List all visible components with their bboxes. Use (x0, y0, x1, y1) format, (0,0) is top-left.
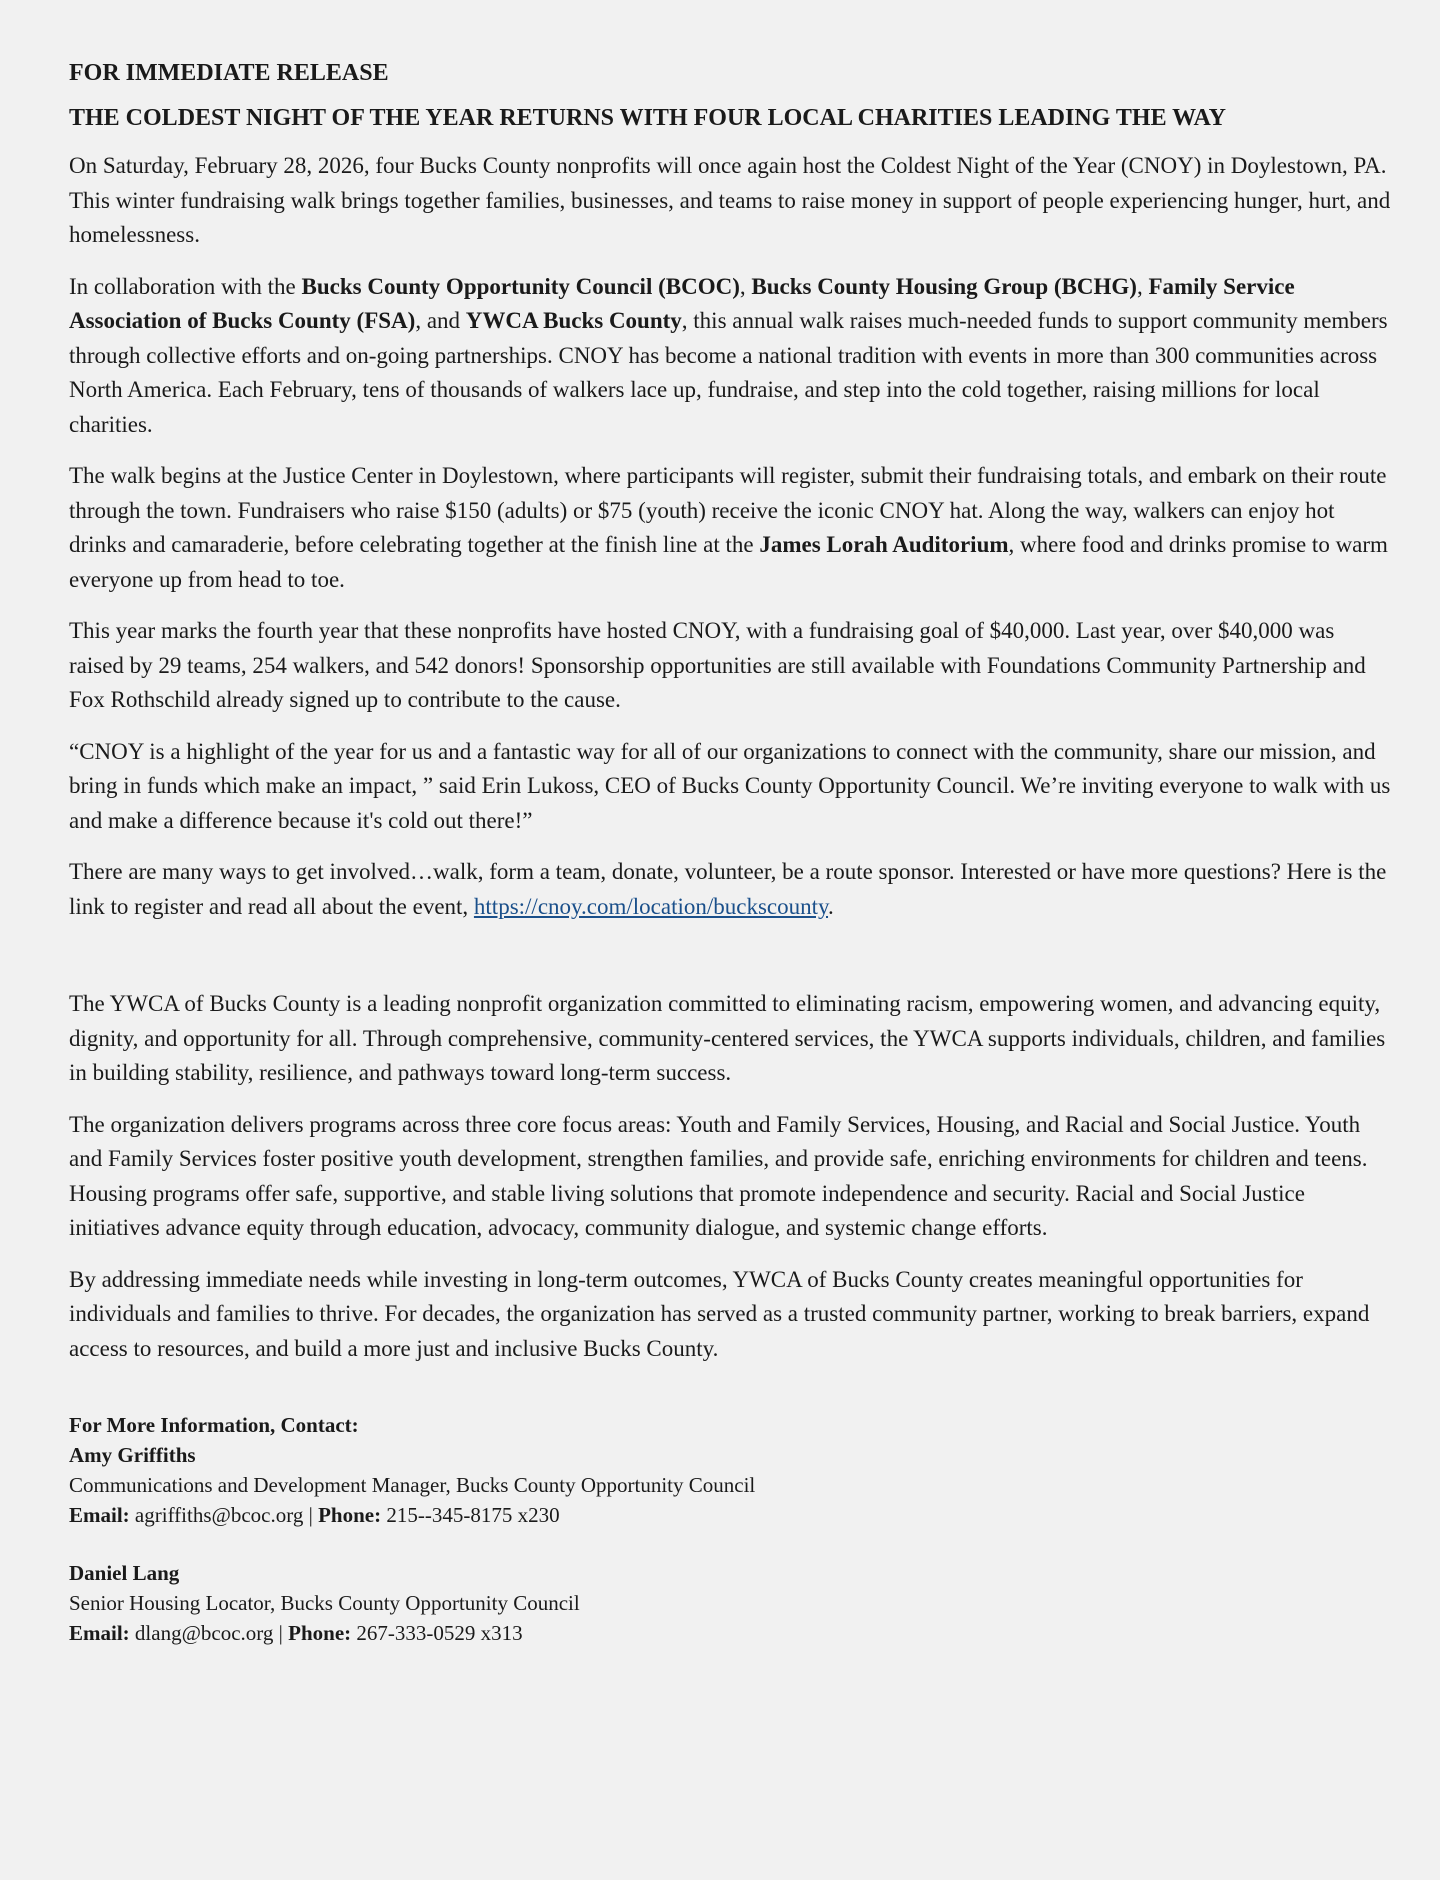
venue-name: James Lorah Auditorium (759, 532, 1009, 557)
contact-details (69, 1500, 1394, 1530)
contact-phone: 267-333-0529 x313 (356, 1621, 523, 1645)
contact-title: Senior Housing Locator, Bucks County Opportunity Council (69, 1591, 580, 1615)
separator: | (308, 1503, 313, 1527)
separator: | (278, 1621, 283, 1645)
text: , this annual walk raises much-needed funds to support community members through collective efforts and on-going partnerships. CNOY has become a national tradition with events in more than 300 communities across North America. Each February, tens of thousands of walkers lace up, fundraise, and step into the cold together, raising millions for local charities. (69, 308, 1388, 437)
org-bcoc: Bucks County Opportunity Council (BCOC) (301, 273, 740, 299)
contact-block (69, 1410, 1394, 1648)
text: , (739, 273, 752, 299)
headline: THE COLDEST NIGHT OF THE YEAR RETURNS WITH FOUR LOCAL CHARITIES LEADING THE WAY (69, 105, 1226, 131)
contact-name: Amy Griffiths (69, 1443, 196, 1467)
text: The walk begins at the Justice Center in Doylestown, where participants will register, submit their fundraising totals, and embark on their route through the town. Fundraisers who raise $150 (adults) or $75 (youth) receive the iconic CNOY hat. Along the way, walkers can enjoy hot drinks and camaraderie, before celebrating together at the finish line at the (69, 463, 1387, 557)
email-label: Email: (69, 1503, 130, 1527)
text: In collaboration with the (69, 273, 302, 299)
text: There are many ways to get involved…walk, form a team, donate, volunteer, be a route sponsor. Interested or have more questions? Here is the link to register and read all about the event, (69, 859, 1387, 919)
contact-heading: For More Information, Contact: (69, 1413, 359, 1437)
text: . (828, 893, 834, 919)
contact-phone: 215--345-8175 x230 (386, 1503, 560, 1527)
contact-name: Daniel Lang (69, 1561, 180, 1585)
contact-email[interactable]: dlang@bcoc.org (134, 1621, 274, 1645)
org-bchg: Bucks County Housing Group (BCHG) (751, 273, 1137, 299)
contact-person (69, 1558, 1394, 1648)
text: , and (415, 308, 466, 333)
paragraph-get-involved (69, 855, 1394, 924)
paragraph-collaboration (69, 270, 1394, 443)
paragraph-event-date: On Saturday, February 28, 2026, four Bucks County nonprofits will once again host the Coldest Night of the Year (CNOY) in Doylestown, PA. This winter fundraising walk brings together families, businesses, and teams to raise money in support of people experiencing hunger, hurt, and homelessness. (69, 153, 1391, 247)
contact-gap (69, 1530, 1394, 1558)
phone-label: Phone: (288, 1621, 352, 1645)
contact-person (69, 1440, 1394, 1530)
paragraph-route (69, 459, 1394, 597)
text: , where food and drinks promise to warm everyone up from head to toe. (69, 532, 1388, 592)
paragraph-ywca-programs: The organization delivers programs across three core focus areas: Youth and Family Services, Housing, and Racial and Social Justice. Youth and Family Services foster positive youth development, strengthen families, and provide safe, enriching environments for children and teens. Housing programs offer safe, supportive, and stable living solutions that promote independence and security. Racial and Social Justice initiatives advance equity through education, advocacy, community dialogue, and systemic change efforts. (69, 1111, 1368, 1240)
text: , (1136, 273, 1149, 299)
contact-email[interactable]: agriffiths@bcoc.org (134, 1503, 304, 1527)
phone-label: Phone: (318, 1503, 382, 1527)
register-link[interactable]: https://cnoy.com/location/buckscounty (473, 893, 829, 919)
release-label: FOR IMMEDIATE RELEASE (69, 60, 389, 86)
email-label: Email: (69, 1621, 130, 1645)
contact-title: Communications and Development Manager, Bucks County Opportunity Council (69, 1473, 756, 1497)
org-ywca: YWCA Bucks County (465, 308, 682, 333)
paragraph-quote: “CNOY is a highlight of the year for us and a fantastic way for all of our organizations to connect with the community, share our mission, and bring in funds which make an impact, ” said Erin Lukoss, CEO of Bucks County Opportunity Council. We’re inviting everyone to walk with us and make a difference because it's cold out there!” (69, 738, 1391, 833)
paragraph-ywca-about: The YWCA of Bucks County is a leading nonprofit organization committed to eliminating racism, empowering women, and advancing equity, dignity, and opportunity for all. Through comprehensive, community-centered services, the YWCA supports individuals, children, and families in building stability, resilience, and pathways toward long-term success. (69, 991, 1386, 1085)
org-fsa: Family Service Association of Bucks County (FSA) (69, 273, 1295, 333)
paragraph-ywca-impact: By addressing immediate needs while investing in long-term outcomes, YWCA of Bucks County creates meaningful opportunities for individuals and families to thrive. For decades, the organization has served as a trusted community partner, working to break barriers, expand access to resources, and build a more just and inclusive Bucks County. (69, 1266, 1370, 1361)
paragraph-goal: This year marks the fourth year that these nonprofits have hosted CNOY, with a fundraising goal of $40,000. Last year, over $40,000 was raised by 29 teams, 254 walkers, and 542 donors! Sponsorship opportunities are still available with Foundations Community Partnership and Fox Rothschild already signed up to contribute to the cause. (69, 618, 1366, 712)
contact-details (69, 1618, 1394, 1648)
section-spacer (69, 941, 1394, 987)
